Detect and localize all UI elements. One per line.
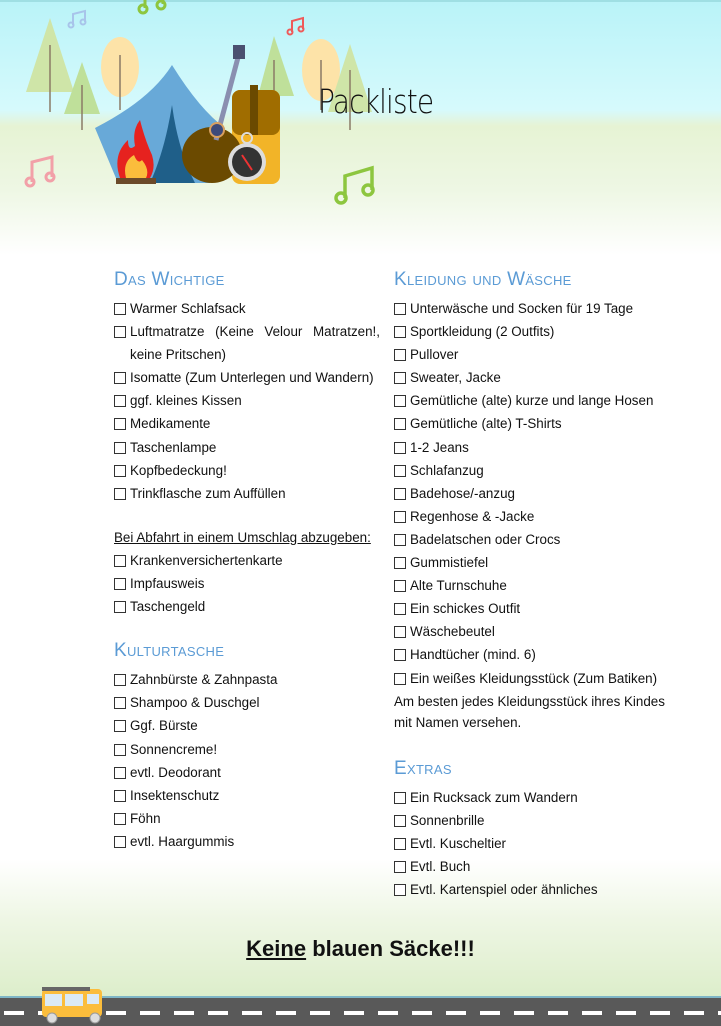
checkbox[interactable] [114, 418, 126, 430]
road-lane-marking [412, 1011, 432, 1015]
checklist-item [394, 597, 669, 620]
checklist-umschlag [114, 549, 380, 618]
checkbox[interactable] [394, 372, 406, 384]
checklist-item [114, 412, 380, 435]
checklist-item [394, 809, 669, 832]
checklist-item [114, 366, 380, 389]
checklist-item-label: Föhn [130, 810, 161, 826]
checkbox[interactable] [394, 580, 406, 592]
checkbox[interactable] [114, 767, 126, 779]
checklist-item [394, 878, 669, 901]
checklist-extras [394, 786, 669, 901]
checkbox[interactable] [114, 578, 126, 590]
envelope-subheading: Bei Abfahrt in einem Umschlag abzugeben: [114, 529, 371, 545]
road-lane-marking [378, 1011, 398, 1015]
checklist-item [394, 482, 669, 505]
checkbox[interactable] [114, 303, 126, 315]
checklist-item [394, 786, 669, 809]
checklist-item [394, 620, 669, 643]
checklist-item-label: Taschengeld [130, 599, 206, 615]
checklist-item-label: Ein Rucksack zum Wandern [410, 789, 578, 805]
checklist-item [114, 572, 380, 595]
checklist-item [394, 412, 669, 435]
checklist-item-label: Trinkflasche zum Auffüllen [130, 485, 286, 501]
checklist-item [114, 320, 380, 366]
music-note-icon [336, 168, 373, 203]
music-note-icon [139, 0, 165, 13]
road-lane-marking [616, 1011, 636, 1015]
road-lane-marking [208, 1011, 228, 1015]
checklist-item [394, 366, 669, 389]
checkbox[interactable] [394, 395, 406, 407]
checkbox[interactable] [394, 511, 406, 523]
checklist-item-label: Zahnbürste & Zahnpasta [130, 672, 278, 688]
checklist-item [114, 714, 380, 737]
checklist-item [394, 297, 669, 320]
checklist-item [114, 807, 380, 830]
checkbox[interactable] [114, 720, 126, 732]
checklist-item [114, 297, 380, 320]
checklist-kulturtasche [114, 668, 380, 853]
checkbox[interactable] [114, 674, 126, 686]
checklist-item-label: Evtl. Kuscheltier [410, 835, 507, 851]
checklist-item-label: Taschenlampe [130, 439, 217, 455]
checklist-item-label: Kopfbedeckung! [130, 462, 227, 478]
checklist-item-label: Gemütliche (alte) T-Shirts [410, 416, 562, 432]
checklist-item [114, 389, 380, 412]
checklist-item-label: Sportkleidung (2 Outfits) [410, 324, 555, 340]
road-lane-marking [276, 1011, 296, 1015]
checklist-item [394, 436, 669, 459]
checkbox[interactable] [394, 815, 406, 827]
checklist-item [114, 830, 380, 853]
checklist-item [114, 549, 380, 572]
road-lane-marking [344, 1011, 364, 1015]
tree-icon [101, 37, 139, 110]
checklist-item [394, 505, 669, 528]
checkbox[interactable] [114, 601, 126, 613]
checkbox[interactable] [114, 326, 126, 338]
checklist-item-label: Ein weißes Kleidungsstück (Zum Batiken) [410, 670, 658, 686]
footer-rest: blauen Säcke!!! [306, 936, 475, 961]
right-column [394, 268, 669, 901]
checklist-item-label: Pullover [410, 347, 459, 363]
section-heading-extras: Extras [394, 757, 452, 779]
checkbox[interactable] [394, 465, 406, 477]
checklist-item-label: Ein schickes Outfit [410, 601, 521, 617]
checklist-item [394, 343, 669, 366]
checklist-item-label: Wäschebeutel [410, 624, 495, 640]
checklist-das-wichtige [114, 297, 380, 505]
checklist-item-label: Impfausweis [130, 576, 205, 592]
checkbox[interactable] [114, 442, 126, 454]
checklist-item-label: ggf. kleines Kissen [130, 393, 242, 409]
music-note-icon [288, 18, 304, 35]
left-column [114, 268, 380, 853]
checklist-item-label: Insektenschutz [130, 787, 220, 803]
checkbox[interactable] [394, 673, 406, 685]
checkbox[interactable] [394, 349, 406, 361]
checklist-item-label: Warmer Schlafsack [130, 301, 246, 316]
checklist-item-label: Ggf. Bürste [130, 718, 198, 734]
music-note-icon [69, 11, 86, 28]
checklist-item-label: Gummistiefel [410, 555, 489, 571]
checklist-item [114, 668, 380, 691]
checklist-item-label: Gemütliche (alte) kurze und lange Hosen [410, 393, 654, 409]
checkbox[interactable] [394, 303, 406, 315]
road-lane-marking [4, 1011, 24, 1015]
road-lane-marking [140, 1011, 160, 1015]
checklist-item [114, 436, 380, 459]
checklist-item [394, 320, 669, 343]
checkbox[interactable] [394, 603, 406, 615]
checklist-item-label: Medikamente [130, 416, 211, 432]
checklist-item-label: Handtücher (mind. 6) [410, 647, 536, 663]
checklist-item [394, 574, 669, 597]
checklist-item [394, 855, 669, 878]
checklist-item-label: Schlafanzug [410, 462, 484, 478]
checkbox[interactable] [114, 488, 126, 500]
checklist-item [394, 389, 669, 412]
page-title: Packliste [318, 82, 434, 121]
checklist-item [114, 761, 380, 784]
road-lane-marking [684, 1011, 704, 1015]
music-note-icon [26, 157, 54, 186]
checkbox[interactable] [114, 836, 126, 848]
checkbox[interactable] [114, 555, 126, 567]
checklist-item [394, 832, 669, 855]
checklist-item [114, 595, 380, 618]
checkbox[interactable] [114, 465, 126, 477]
checklist-item-label: Sonnenbrille [410, 812, 485, 828]
road-lane-marking [446, 1011, 466, 1015]
road-lane-marking [514, 1011, 534, 1015]
checklist-item-label: Sweater, Jacke [410, 370, 501, 386]
checkbox[interactable] [394, 418, 406, 430]
checklist-kleidung [394, 297, 669, 690]
checklist-item [394, 667, 669, 690]
road-lane-marking [650, 1011, 670, 1015]
checklist-item-label: 1-2 Jeans [410, 439, 469, 455]
footer-warning [0, 936, 721, 962]
van-icon [40, 983, 112, 1025]
road-lane-marking [548, 1011, 568, 1015]
checkbox[interactable] [114, 744, 126, 756]
checklist-item-label: evtl. Haargummis [130, 833, 235, 849]
checkbox[interactable] [394, 838, 406, 850]
checkbox[interactable] [394, 534, 406, 546]
section-heading-das-wichtige: Das Wichtige [114, 269, 225, 290]
checklist-item-label: Evtl. Buch [410, 858, 471, 874]
checkbox[interactable] [394, 792, 406, 804]
checkbox[interactable] [114, 813, 126, 825]
checklist-item [114, 459, 380, 482]
clothing-note: Am besten jedes Kleidungsstück ihres Kindes mit Namen versehen. [394, 693, 665, 730]
checklist-item-label: Isomatte (Zum Unterlegen und Wandern) [130, 370, 374, 386]
checklist-item [394, 528, 669, 551]
checklist-item-label: Evtl. Kartenspiel oder ähnliches [410, 881, 598, 897]
checklist-item [394, 643, 669, 666]
checkbox[interactable] [394, 626, 406, 638]
checklist-item-label: evtl. Deodorant [130, 764, 221, 780]
checkbox[interactable] [394, 884, 406, 896]
checkbox[interactable] [114, 697, 126, 709]
tree-icon [64, 62, 100, 130]
checklist-item-label: Badelatschen oder Crocs [410, 531, 561, 547]
checkbox[interactable] [394, 861, 406, 873]
checklist-item-label: Krankenversichertenkarte [130, 552, 283, 568]
checklist-item [114, 738, 380, 761]
checklist-item [394, 551, 669, 574]
checkbox[interactable] [394, 557, 406, 569]
checklist-item [394, 459, 669, 482]
checkbox[interactable] [114, 790, 126, 802]
road-lane-marking [582, 1011, 602, 1015]
checklist-item-label: Regenhose & -Jacke [410, 508, 535, 524]
checklist-item-label: Shampoo & Duschgel [130, 695, 260, 711]
footer-underlined: Keine [246, 936, 307, 961]
road-lane-marking [310, 1011, 330, 1015]
road-lane-marking [174, 1011, 194, 1015]
checklist-item [114, 691, 380, 714]
road-lane-marking [242, 1011, 262, 1015]
checklist-item-label: Unterwäsche und Socken für 19 Tage [410, 301, 634, 316]
section-heading-kulturtasche: Kulturtasche [114, 640, 225, 662]
checklist-item-label: Sonnencreme! [130, 741, 218, 757]
road-lane-marking [480, 1011, 500, 1015]
tree-icon [26, 18, 74, 112]
checklist-item [114, 784, 380, 807]
checklist-item-label: Luftmatratze (Keine Velour Matratzen!, keine Pritschen) [130, 324, 380, 363]
checklist-item [114, 482, 380, 505]
checkbox[interactable] [114, 372, 126, 384]
checkbox[interactable] [114, 395, 126, 407]
checkbox[interactable] [394, 326, 406, 338]
section-heading-kleidung: Kleidung und Wäsche [394, 269, 572, 290]
checklist-item-label: Badehose/-anzug [410, 485, 515, 501]
checkbox[interactable] [394, 442, 406, 454]
checkbox[interactable] [394, 649, 406, 661]
checkbox[interactable] [394, 488, 406, 500]
checklist-item-label: Alte Turnschuhe [410, 578, 507, 594]
